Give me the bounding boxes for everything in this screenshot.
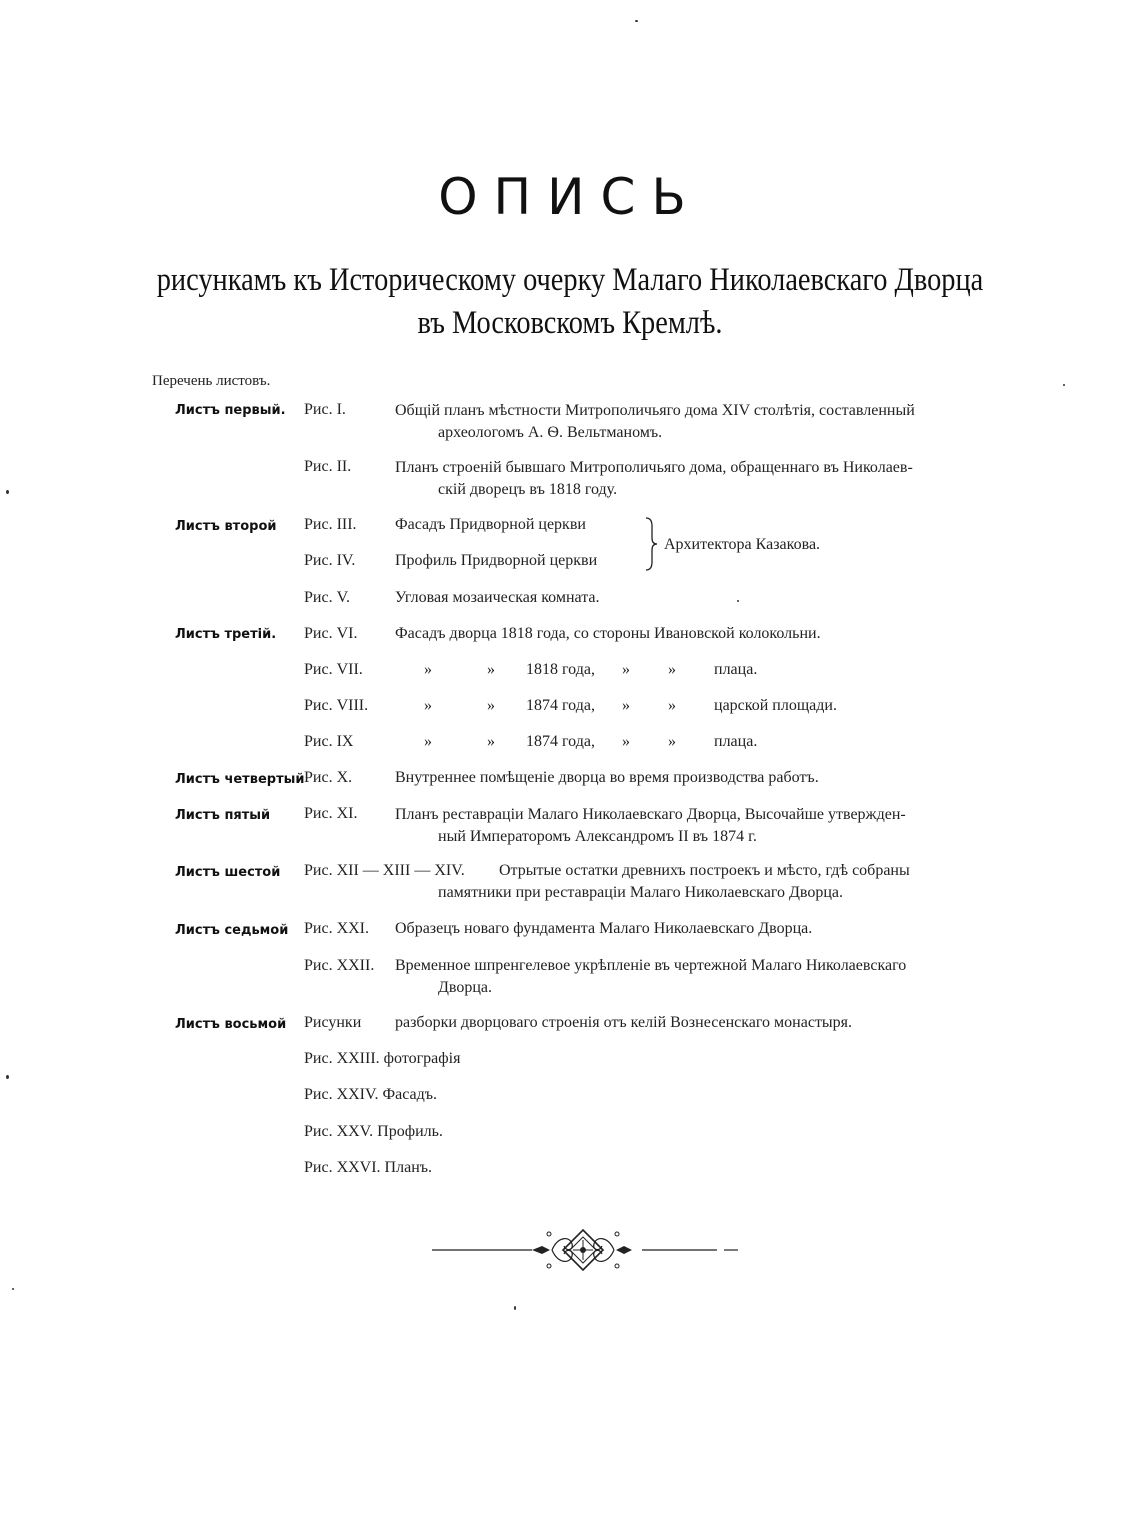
place-text: царской площади. [714,697,837,714]
list-heading: Перечень листовъ. [152,373,271,389]
figure-description: Профиль Придворной церкви [395,552,598,569]
figure-description [395,804,995,848]
description-line: ный Императоромъ Александромъ II въ 1874 г. [438,828,757,845]
figure-number: Рис. V. [304,589,351,606]
architect-note: Архитектора Казакова. [664,536,821,553]
figure-entry: Рис. XXIV. Фасадъ. [304,1086,438,1103]
ditto-mark: » [487,733,495,750]
description-line: Планъ строеній бывшаго Митрополичьяго дома, обращеннаго въ Николаев- [395,459,913,476]
figure-number: Рис. XXII. [304,957,375,974]
figure-description: Угловая мозаическая комната. [395,589,600,606]
ditto-mark: » [424,661,432,678]
decorative-ornament-icon [432,1226,742,1274]
figure-number: Рис. IV. [304,552,356,569]
description-line: Общій планъ мѣстности Митрополичьяго дома XIV столѣтія, составленный [395,402,915,419]
description-line: памятники при реставраціи Малаго Николаевскаго Дворца. [438,884,843,901]
figure-description [395,457,995,501]
figure-number: Рис. XII — XIII — XIV. [304,862,465,879]
ditto-mark: » [487,661,495,678]
year-text: 1874 года, [526,697,595,714]
place-text: плаца. [714,661,758,678]
sheet-label-sixth: Листъ шестой [175,865,281,880]
page-title: ОПИСЬ [438,168,702,226]
sheet-label-fourth: Листъ четвертый [175,772,305,787]
scan-speck [6,1075,9,1079]
scan-speck [1063,384,1065,386]
year-text: 1874 года, [526,733,595,750]
ditto-mark: » [668,733,676,750]
ditto-mark: » [622,733,630,750]
figure-number: Рис. X. [304,769,353,786]
sheet-label-fifth: Листъ пятый [175,808,271,823]
figure-description [395,400,995,444]
figure-number: Рис. I. [304,401,346,418]
figure-entry: Рис. XXVI. Планъ. [304,1159,433,1176]
ditto-mark: » [487,697,495,714]
description-line: скій дворецъ въ 1818 году. [438,481,618,498]
scan-speck [6,490,9,494]
ditto-mark: » [622,697,630,714]
figure-entry: Рис. XXIII. фотографія [304,1050,461,1067]
figure-number: Рис. VI. [304,625,358,642]
figure-description: Фасадъ Придворной церкви [395,516,586,533]
subtitle-line-1: рисункамъ къ Историческому очерку Малаго Николаевскаго Дворца [156,262,984,298]
figure-description: Фасадъ дворца 1818 года, со стороны Ивановской колокольни. [395,625,821,642]
subtitle-line-2: въ Московскомъ Кремлѣ. [417,305,723,341]
year-text: 1818 года, [526,661,595,678]
sheet-label-first: Листъ первый. [175,403,286,418]
figure-number: Рис. II. [304,458,352,475]
ditto-mark: » [424,733,432,750]
place-text: плаца. [714,733,758,750]
scan-speck [737,600,739,602]
sheet-label-third: Листъ третій. [175,627,277,642]
ditto-mark: » [668,697,676,714]
figure-number: Рис. III. [304,516,357,533]
sheet-label-seventh: Листъ седьмой [175,923,289,938]
sheet-label-eighth: Листъ восьмой [175,1017,287,1032]
scan-speck [514,1306,516,1310]
description-line: Временное шпренгелевое укрѣпленіе въ чертежной Малаго Николаевскаго [395,957,907,974]
description-line: Планъ реставраціи Малаго Николаевскаго Дворца, Высочайше утвержден- [395,806,906,823]
figure-description: Образецъ новаго фундамента Малаго Николаевскаго Дворца. [395,920,813,937]
figure-description: разборки дворцоваго строенія отъ келій Вознесенскаго монастыря. [395,1014,853,1031]
figure-number: Рис. VIII. [304,697,369,714]
figure-number: Рис. VII. [304,661,363,678]
figure-description: Внутреннее помѣщеніе дворца во время производства работъ. [395,769,819,786]
ditto-mark: » [668,661,676,678]
brace-bracket [644,516,658,572]
figure-entry: Рис. XXV. Профиль. [304,1123,443,1140]
description-line: Отрытые остатки древнихъ построекъ и мѣсто, гдѣ собраны [499,862,910,879]
ditto-mark: » [424,697,432,714]
figure-number: Рис. IX [304,733,354,750]
description-line: археологомъ А. Ѳ. Вельтманомъ. [438,424,663,441]
figure-number: Рис. XI. [304,805,358,822]
description-line: Дворца. [438,979,493,996]
ditto-mark: » [622,661,630,678]
scan-speck [635,20,638,22]
scan-speck [12,1288,14,1290]
sheet-label-second: Листъ второй [175,519,277,534]
figure-number: Рис. XXI. [304,920,369,937]
figure-number: Рисунки [304,1014,362,1031]
